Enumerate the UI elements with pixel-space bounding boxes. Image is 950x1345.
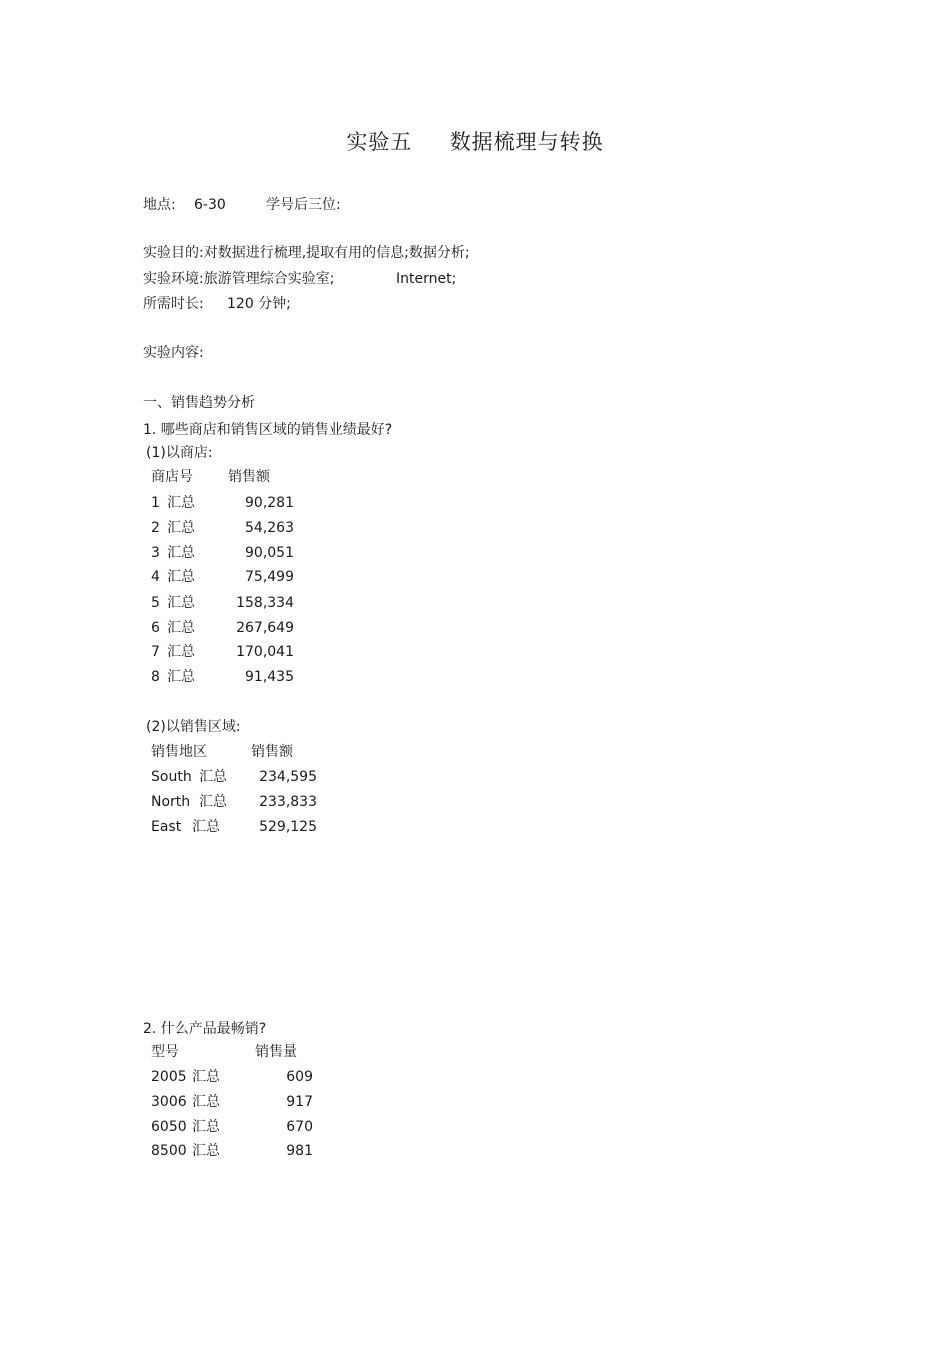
- region-name: East: [151, 819, 182, 835]
- sales-value: 233,833: [259, 794, 317, 810]
- store-id: 2: [151, 520, 160, 536]
- region-name: South: [151, 769, 192, 785]
- table-header: 商店号: [151, 469, 193, 485]
- location-value: 6-30: [194, 197, 226, 213]
- title-part2: 数据梳理与转换: [449, 130, 604, 154]
- row-label: 汇总: [192, 1069, 220, 1085]
- question-1-part-2: (2)以销售区域:: [146, 719, 241, 735]
- row-label: 汇总: [167, 644, 195, 660]
- sales-value: 234,595: [259, 769, 317, 785]
- sales-value: 170,041: [236, 644, 294, 660]
- sales-value: 90,051: [245, 545, 294, 561]
- model-number: 8500: [151, 1143, 187, 1159]
- row-label: 汇总: [167, 620, 195, 636]
- content-label: 实验内容:: [143, 345, 204, 361]
- student-id-label: 学号后三位:: [266, 197, 341, 213]
- quantity-value: 609: [286, 1069, 313, 1085]
- row-label: 汇总: [192, 819, 220, 835]
- duration-label: 所需时长:: [143, 296, 204, 312]
- row-label: 汇总: [167, 569, 195, 585]
- quantity-value: 670: [286, 1119, 313, 1135]
- row-label: 汇总: [199, 769, 227, 785]
- duration-value: 120 分钟;: [227, 296, 291, 312]
- row-label: 汇总: [167, 595, 195, 611]
- page-title: [0, 126, 950, 156]
- sales-value: 90,281: [245, 495, 294, 511]
- row-label: 汇总: [199, 794, 227, 810]
- row-label: 汇总: [167, 495, 195, 511]
- environment-label: 实验环境:旅游管理综合实验室;: [143, 271, 335, 287]
- table-header: 销售量: [255, 1044, 297, 1060]
- row-label: 汇总: [167, 545, 195, 561]
- title-part1: 实验五: [346, 130, 413, 154]
- store-id: 8: [151, 669, 160, 685]
- sales-value: 54,263: [245, 520, 294, 536]
- row-label: 汇总: [167, 669, 195, 685]
- row-label: 汇总: [192, 1143, 220, 1159]
- table-header: 销售地区: [151, 744, 207, 760]
- store-id: 3: [151, 545, 160, 561]
- purpose-line: 实验目的:对数据进行梳理,提取有用的信息;数据分析;: [143, 245, 470, 261]
- store-id: 1: [151, 495, 160, 511]
- sales-value: 91,435: [245, 669, 294, 685]
- store-id: 6: [151, 620, 160, 636]
- row-label: 汇总: [192, 1119, 220, 1135]
- row-label: 汇总: [167, 520, 195, 536]
- store-id: 7: [151, 644, 160, 660]
- row-label: 汇总: [192, 1094, 220, 1110]
- sales-value: 267,649: [236, 620, 294, 636]
- quantity-value: 981: [286, 1143, 313, 1159]
- location-label: 地点:: [143, 197, 176, 213]
- model-number: 2005: [151, 1069, 187, 1085]
- section-heading: 一、销售趋势分析: [143, 395, 255, 411]
- table-header: 销售额: [228, 469, 270, 485]
- sales-value: 75,499: [245, 569, 294, 585]
- question-2: 2. 什么产品最畅销?: [143, 1021, 267, 1037]
- model-number: 6050: [151, 1119, 187, 1135]
- store-id: 5: [151, 595, 160, 611]
- environment-value: Internet;: [396, 271, 457, 287]
- store-id: 4: [151, 569, 160, 585]
- sales-value: 158,334: [236, 595, 294, 611]
- question-1: 1. 哪些商店和销售区域的销售业绩最好?: [143, 422, 393, 438]
- region-name: North: [151, 794, 191, 810]
- model-number: 3006: [151, 1094, 187, 1110]
- sales-value: 529,125: [259, 819, 317, 835]
- question-1-part-1: (1)以商店:: [146, 445, 213, 461]
- table-header: 型号: [151, 1044, 179, 1060]
- table-header: 销售额: [251, 744, 293, 760]
- quantity-value: 917: [286, 1094, 313, 1110]
